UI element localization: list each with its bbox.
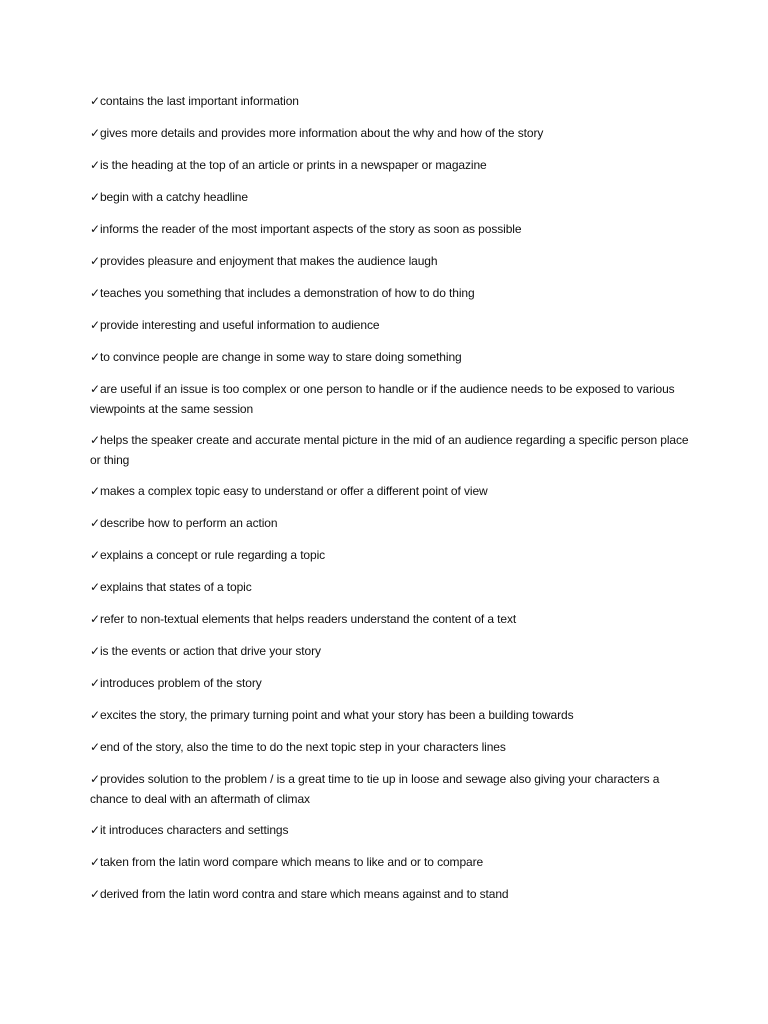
list-item: ✓begin with a catchy headline bbox=[90, 190, 248, 204]
check-icon: ✓ bbox=[90, 484, 100, 498]
check-icon: ✓ bbox=[90, 823, 100, 837]
document-page bbox=[90, 91, 690, 916]
check-icon: ✓ bbox=[90, 254, 100, 268]
list-item: ✓teaches you something that includes a demonstration of how to do thing bbox=[90, 286, 475, 300]
list-item: ✓explains that states of a topic bbox=[90, 580, 252, 594]
check-icon: ✓ bbox=[90, 887, 100, 901]
check-icon: ✓ bbox=[90, 286, 100, 300]
check-icon: ✓ bbox=[90, 740, 100, 754]
list-item: ✓helps the speaker create and accurate mental picture in the mid of an audience regarding a specific person place or thing bbox=[90, 433, 689, 467]
check-icon: ✓ bbox=[90, 94, 100, 108]
list-item: ✓derived from the latin word contra and stare which means against and to stand bbox=[90, 887, 509, 901]
check-icon: ✓ bbox=[90, 855, 100, 869]
list-item: ✓introduces problem of the story bbox=[90, 676, 262, 690]
list-item: ✓to convince people are change in some way to stare doing something bbox=[90, 350, 462, 364]
list-item: ✓are useful if an issue is too complex or one person to handle or if the audience needs to be exposed to various viewpoints at the same session bbox=[90, 382, 675, 416]
check-icon: ✓ bbox=[90, 772, 100, 786]
list-item: ✓informs the reader of the most important aspects of the story as soon as possible bbox=[90, 222, 522, 236]
list-item: ✓describe how to perform an action bbox=[90, 516, 278, 530]
check-icon: ✓ bbox=[90, 708, 100, 722]
list-item: ✓is the events or action that drive your story bbox=[90, 644, 321, 658]
list-item: ✓gives more details and provides more information about the why and how of the story bbox=[90, 126, 544, 140]
check-icon: ✓ bbox=[90, 158, 100, 172]
check-icon: ✓ bbox=[90, 318, 100, 332]
check-icon: ✓ bbox=[90, 516, 100, 530]
list-item: ✓provide interesting and useful information to audience bbox=[90, 318, 380, 332]
list-item: ✓provides solution to the problem / is a great time to tie up in loose and sewage also giving your characters a chance to deal with an aftermath of climax bbox=[90, 772, 660, 806]
check-icon: ✓ bbox=[90, 548, 100, 562]
list-item: ✓is the heading at the top of an article or prints in a newspaper or magazine bbox=[90, 158, 487, 172]
list-item: ✓refer to non-textual elements that helps readers understand the content of a text bbox=[90, 612, 517, 626]
check-icon: ✓ bbox=[90, 222, 100, 236]
check-icon: ✓ bbox=[90, 382, 100, 396]
list-item: ✓makes a complex topic easy to understand or offer a different point of view bbox=[90, 484, 488, 498]
list-item: ✓end of the story, also the time to do the next topic step in your characters lines bbox=[90, 740, 506, 754]
list-item: ✓provides pleasure and enjoyment that makes the audience laugh bbox=[90, 254, 438, 268]
list-item: ✓taken from the latin word compare which means to like and or to compare bbox=[90, 855, 484, 869]
list-item: ✓contains the last important information bbox=[90, 94, 299, 108]
check-icon: ✓ bbox=[90, 612, 100, 626]
check-icon: ✓ bbox=[90, 676, 100, 690]
list-item: ✓explains a concept or rule regarding a topic bbox=[90, 548, 326, 562]
list-item: ✓it introduces characters and settings bbox=[90, 823, 289, 837]
list-item: ✓excites the story, the primary turning point and what your story has been a building towards bbox=[90, 708, 574, 722]
check-icon: ✓ bbox=[90, 580, 100, 594]
check-icon: ✓ bbox=[90, 433, 100, 447]
check-icon: ✓ bbox=[90, 350, 100, 364]
check-icon: ✓ bbox=[90, 644, 100, 658]
check-icon: ✓ bbox=[90, 190, 100, 204]
check-icon: ✓ bbox=[90, 126, 100, 140]
